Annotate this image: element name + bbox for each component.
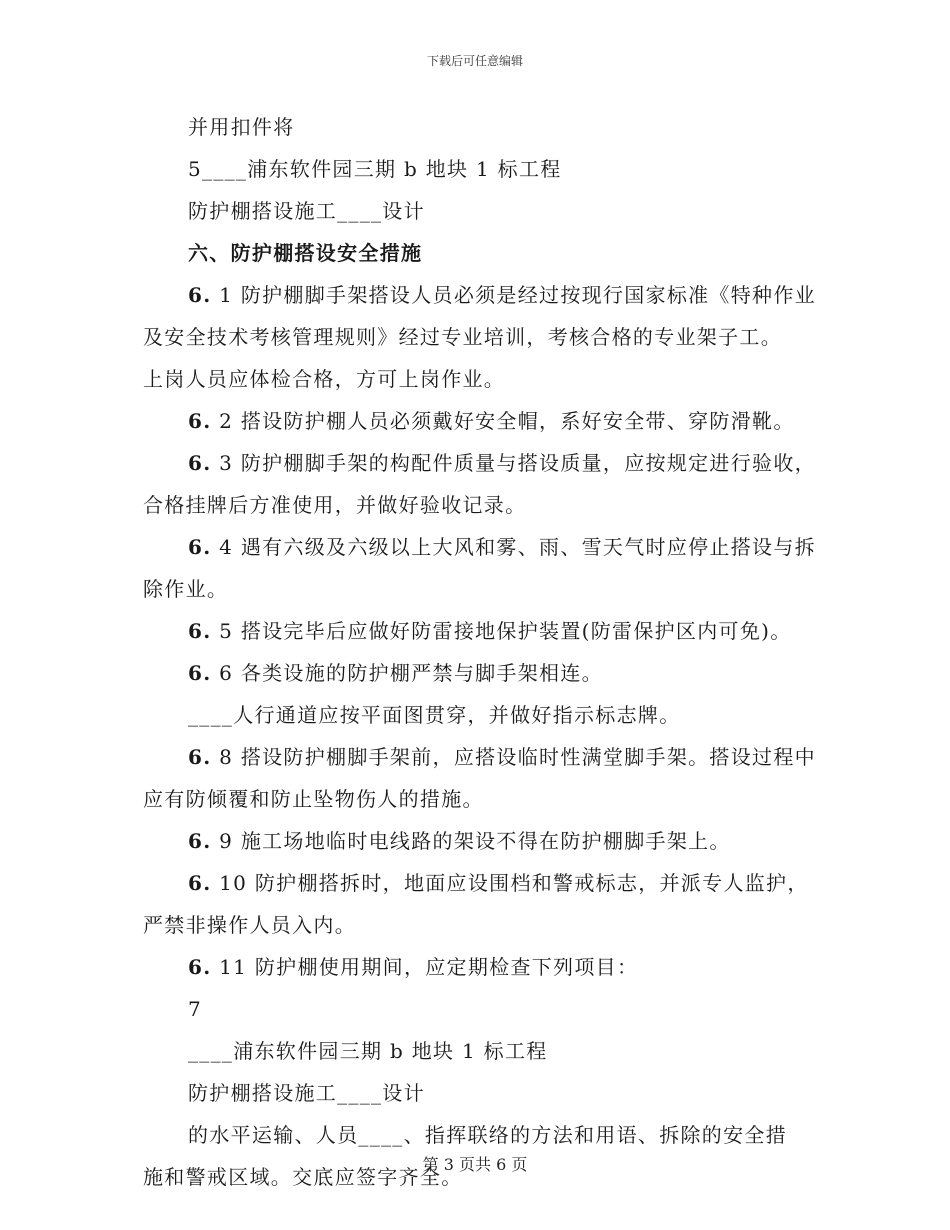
paragraph-6-2 <box>143 404 823 438</box>
page-footer: 第 3 页共 6 页 <box>422 1155 528 1174</box>
clause-number: 6. <box>188 661 212 685</box>
paragraph-6-5 <box>143 614 823 648</box>
paragraph-6-10 <box>143 866 823 942</box>
text-line: 的水平运输、人员____、指挥联络的方法和用语、拆除的安全措 <box>188 1123 787 1147</box>
text-line: 6 各类设施的防护棚严禁与脚手架相连。 <box>211 661 603 685</box>
text-line: 9 施工场地临时电线路的架设不得在防护棚脚手架上。 <box>211 829 731 853</box>
text-line: 11 防护棚使用期间，应定期检查下列项目： <box>211 955 639 979</box>
text-line: ____浦东软件园三期 b 地块 1 标工程 <box>188 1039 548 1063</box>
clause-number: 6. <box>188 955 212 979</box>
text-line: 7 <box>188 997 203 1021</box>
text-line: 除作业。 <box>143 577 229 601</box>
document-body <box>143 110 823 1194</box>
page-header: 下载后可任意编辑 <box>426 54 523 68</box>
clause-number: 6. <box>188 409 212 433</box>
text-line: 并用扣件将 <box>188 115 295 139</box>
clause-number: 6. <box>188 745 212 769</box>
clause-number: 6. <box>188 451 212 475</box>
paragraph-6-4 <box>143 530 823 606</box>
text-line: 合格挂牌后方准使用，并做好验收记录。 <box>143 493 527 517</box>
paragraph-6-3 <box>143 446 823 522</box>
text-line: 上岗人员应体检合格，方可上岗作业。 <box>143 367 506 391</box>
text-line: 5 搭设完毕后应做好防雷接地保护装置(防雷保护区内可免)。 <box>211 619 792 643</box>
paragraph-6-9 <box>143 824 823 858</box>
text-line: 8 搭设防护棚脚手架前，应搭设临时性满堂脚手架。搭设过程中 <box>211 745 816 769</box>
text-line: 4 遇有六级及六级以上大风和雾、雨、雪天气时应停止搭设与拆 <box>211 535 816 559</box>
text-line: 10 防护棚搭拆时，地面应设围档和警戒标志，并派专人监护， <box>211 871 809 895</box>
text-line: 施和警戒区域。交底应签字齐全。 <box>143 1165 463 1189</box>
text-line: ____人行通道应按平面图贯穿，并做好指示标志牌。 <box>188 703 681 727</box>
clause-number: 6. <box>188 829 212 853</box>
text-line: 5____浦东软件园三期 b 地块 1 标工程 <box>188 157 562 181</box>
paragraph-6-6 <box>143 656 823 690</box>
clause-number: 6. <box>188 619 212 643</box>
clause-number: 6. <box>188 535 212 559</box>
clause-number: 6. <box>188 283 212 307</box>
paragraph-6-8 <box>143 740 823 816</box>
text-line: 严禁非操作人员入内。 <box>143 913 356 937</box>
paragraph-6-1 <box>143 278 823 396</box>
text-line: 1 防护棚脚手架搭设人员必须是经过按现行国家标准《特种作业 <box>211 283 816 307</box>
text-line: 3 防护棚脚手架的构配件质量与搭设质量，应按规定进行验收， <box>211 451 816 475</box>
text-line: 防护棚搭设施工____设计 <box>188 1081 425 1105</box>
text-line: 2 搭设防护棚人员必须戴好安全帽，系好安全带、穿防滑靴。 <box>211 409 795 433</box>
section-heading: 六、防护棚搭设安全措施 <box>188 241 423 265</box>
paragraph-6-11 <box>143 950 823 984</box>
text-line: 防护棚搭设施工____设计 <box>188 199 425 223</box>
text-line: 及安全技术考核管理规则》经过专业培训，考核合格的专业架子工。 <box>143 325 782 349</box>
clause-number: 6. <box>188 871 212 895</box>
text-line: 应有防倾覆和防止坠物伤人的措施。 <box>143 787 484 811</box>
